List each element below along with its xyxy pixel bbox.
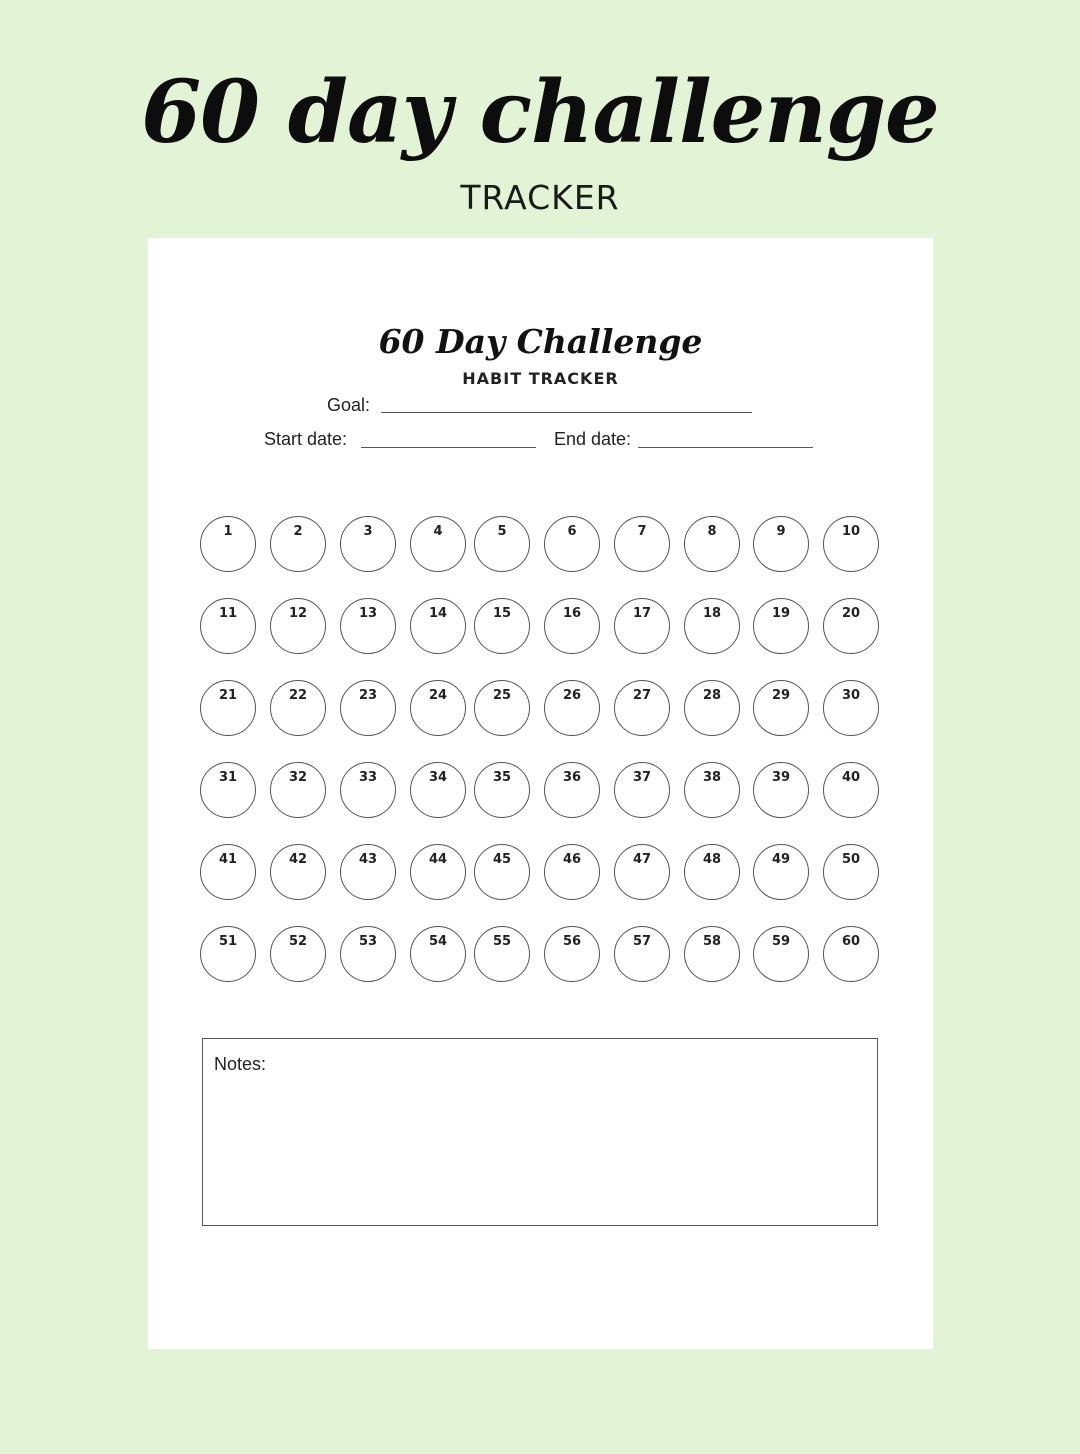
day-circle[interactable]	[684, 926, 740, 982]
day-number: 52	[288, 934, 308, 949]
day-number: 49	[771, 852, 791, 867]
day-number: 13	[358, 606, 378, 621]
day-number: 48	[702, 852, 722, 867]
day-circle[interactable]	[270, 844, 326, 900]
day-circle[interactable]	[684, 680, 740, 736]
day-number: 1	[223, 524, 233, 539]
day-number: 24	[428, 688, 448, 703]
day-number: 54	[428, 934, 448, 949]
day-number: 22	[288, 688, 308, 703]
day-number: 37	[632, 770, 652, 785]
day-number: 28	[702, 688, 722, 703]
day-circle[interactable]	[200, 680, 256, 736]
day-circle[interactable]	[614, 926, 670, 982]
day-circle[interactable]	[823, 762, 879, 818]
day-circle[interactable]	[340, 516, 396, 572]
day-number: 16	[562, 606, 582, 621]
day-number: 26	[562, 688, 582, 703]
day-circle[interactable]	[684, 516, 740, 572]
day-number: 51	[218, 934, 238, 949]
day-circle[interactable]	[200, 762, 256, 818]
notes-box[interactable]	[202, 1038, 878, 1226]
day-number: 17	[632, 606, 652, 621]
day-circle[interactable]	[410, 844, 466, 900]
day-circle[interactable]	[823, 598, 879, 654]
day-number: 21	[218, 688, 238, 703]
day-circle[interactable]	[823, 680, 879, 736]
day-number: 43	[358, 852, 378, 867]
day-circle[interactable]	[410, 762, 466, 818]
day-circle[interactable]	[753, 844, 809, 900]
day-circle[interactable]	[474, 926, 530, 982]
day-number: 56	[562, 934, 582, 949]
tracker-sheet	[148, 238, 933, 1349]
day-circle[interactable]	[200, 844, 256, 900]
day-circle[interactable]	[340, 598, 396, 654]
day-number: 3	[363, 524, 373, 539]
day-circle[interactable]	[544, 762, 600, 818]
day-circle[interactable]	[474, 762, 530, 818]
day-number: 38	[702, 770, 722, 785]
day-number: 57	[632, 934, 652, 949]
day-number: 27	[632, 688, 652, 703]
day-number: 29	[771, 688, 791, 703]
day-circle[interactable]	[474, 844, 530, 900]
day-circle[interactable]	[474, 680, 530, 736]
sheet-subtitle: HABIT TRACKER	[462, 369, 619, 388]
day-circle[interactable]	[544, 680, 600, 736]
day-number: 6	[567, 524, 577, 539]
day-circle[interactable]	[614, 598, 670, 654]
day-circle[interactable]	[270, 680, 326, 736]
day-circle[interactable]	[823, 516, 879, 572]
day-circle[interactable]	[753, 926, 809, 982]
day-grid	[200, 516, 890, 986]
day-number: 59	[771, 934, 791, 949]
day-number: 55	[492, 934, 512, 949]
day-number: 2	[293, 524, 303, 539]
day-circle[interactable]	[270, 762, 326, 818]
day-circle[interactable]	[614, 844, 670, 900]
day-circle[interactable]	[684, 844, 740, 900]
day-circle[interactable]	[340, 844, 396, 900]
day-circle[interactable]	[340, 926, 396, 982]
banner-subtitle: TRACKER	[460, 178, 620, 217]
day-number: 41	[218, 852, 238, 867]
day-circle[interactable]	[753, 762, 809, 818]
day-circle[interactable]	[200, 598, 256, 654]
day-number: 20	[841, 606, 861, 621]
start-date-label: Start date:	[264, 429, 348, 449]
day-circle[interactable]	[753, 516, 809, 572]
day-number: 14	[428, 606, 448, 621]
day-number: 15	[492, 606, 512, 621]
day-circle[interactable]	[614, 516, 670, 572]
day-number: 58	[702, 934, 722, 949]
day-circle[interactable]	[200, 926, 256, 982]
day-number: 5	[497, 524, 507, 539]
day-number: 44	[428, 852, 448, 867]
day-number: 4	[433, 524, 443, 539]
day-number: 8	[707, 524, 717, 539]
day-number: 10	[841, 524, 861, 539]
day-number: 46	[562, 852, 582, 867]
day-circle[interactable]	[270, 598, 326, 654]
day-circle[interactable]	[200, 516, 256, 572]
day-number: 50	[841, 852, 861, 867]
day-circle[interactable]	[340, 762, 396, 818]
day-circle[interactable]	[410, 680, 466, 736]
day-circle[interactable]	[270, 516, 326, 572]
day-circle[interactable]	[823, 844, 879, 900]
day-circle[interactable]	[410, 598, 466, 654]
day-number: 39	[771, 770, 791, 785]
day-number: 32	[288, 770, 308, 785]
day-circle[interactable]	[614, 762, 670, 818]
day-circle[interactable]	[614, 680, 670, 736]
day-circle[interactable]	[340, 680, 396, 736]
day-number: 9	[776, 524, 786, 539]
day-circle[interactable]	[544, 844, 600, 900]
day-circle[interactable]	[270, 926, 326, 982]
day-circle[interactable]	[753, 598, 809, 654]
day-number: 33	[358, 770, 378, 785]
day-circle[interactable]	[823, 926, 879, 982]
day-number: 12	[288, 606, 308, 621]
day-circle[interactable]	[544, 598, 600, 654]
day-circle[interactable]	[753, 680, 809, 736]
sheet-title: 60 Day Challenge	[378, 322, 703, 361]
start-date-field[interactable]	[361, 447, 536, 448]
goal-label: Goal:	[327, 395, 371, 415]
day-number: 7	[637, 524, 647, 539]
day-number: 53	[358, 934, 378, 949]
day-number: 25	[492, 688, 512, 703]
day-number: 34	[428, 770, 448, 785]
day-number: 47	[632, 852, 652, 867]
day-circle[interactable]	[410, 926, 466, 982]
notes-label: Notes:	[214, 1054, 267, 1074]
day-number: 42	[288, 852, 308, 867]
day-circle[interactable]	[410, 516, 466, 572]
day-number: 45	[492, 852, 512, 867]
day-number: 40	[841, 770, 861, 785]
goal-field[interactable]	[381, 412, 752, 413]
day-number: 60	[841, 934, 861, 949]
end-date-field[interactable]	[638, 447, 813, 448]
day-number: 19	[771, 606, 791, 621]
day-circle[interactable]	[544, 926, 600, 982]
day-number: 31	[218, 770, 238, 785]
day-number: 30	[841, 688, 861, 703]
day-circle[interactable]	[474, 598, 530, 654]
day-circle[interactable]	[684, 762, 740, 818]
banner-title: 60 day challenge	[141, 62, 939, 163]
day-number: 11	[218, 606, 238, 621]
day-circle[interactable]	[544, 516, 600, 572]
day-number: 36	[562, 770, 582, 785]
day-circle[interactable]	[684, 598, 740, 654]
end-date-label: End date:	[554, 429, 632, 449]
day-number: 35	[492, 770, 512, 785]
day-number: 23	[358, 688, 378, 703]
day-circle[interactable]	[474, 516, 530, 572]
day-number: 18	[702, 606, 722, 621]
